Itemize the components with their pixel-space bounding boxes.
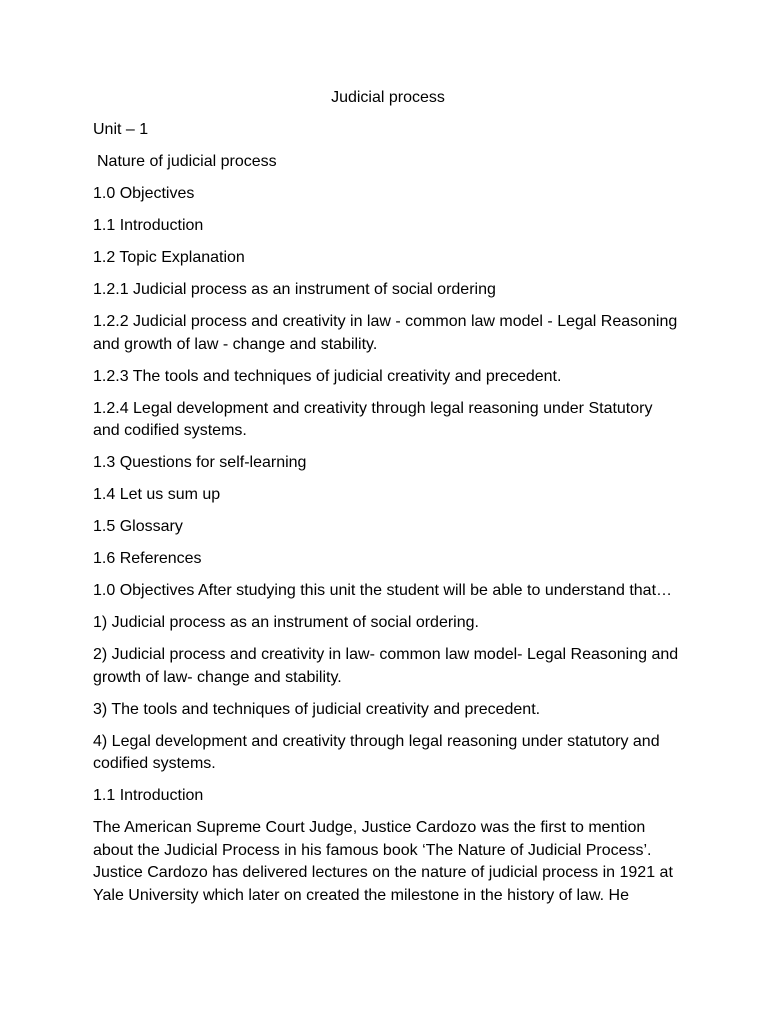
introduction-paragraph: The American Supreme Court Judge, Justice Cardozo was the first to mention about the Judicial Process in his famous book ‘The Nature of Judicial Process’. Justice Cardozo has delivered lectures on the nature of judicial process in 1921 at Yale University which later on created the milestone in the history of law. He bbox=[93, 819, 673, 904]
toc-item-glossary: 1.5 Glossary bbox=[93, 518, 183, 535]
toc-item-introduction: 1.1 Introduction bbox=[93, 217, 204, 234]
toc-item-questions: 1.3 Questions for self-learning bbox=[93, 454, 307, 471]
introduction-heading: 1.1 Introduction bbox=[93, 787, 204, 804]
toc-item-sum-up: 1.4 Let us sum up bbox=[93, 486, 221, 503]
toc-item-1-2-2: 1.2.2 Judicial process and creativity in law - common law model - Legal Reasoning and growth of law - change and stability. bbox=[93, 313, 678, 353]
objective-item-4: 4) Legal development and creativity through legal reasoning under statutory and codified systems. bbox=[93, 732, 660, 772]
document-title: Judicial process bbox=[331, 89, 445, 106]
toc-item-objectives: 1.0 Objectives bbox=[93, 185, 195, 202]
objective-item-2: 2) Judicial process and creativity in law- common law model- Legal Reasoning and growth of law- change and stability. bbox=[93, 646, 679, 686]
objective-item-1: 1) Judicial process as an instrument of social ordering. bbox=[93, 614, 479, 631]
toc-item-1-2-1: 1.2.1 Judicial process as an instrument of social ordering bbox=[93, 281, 496, 298]
toc-item-references: 1.6 References bbox=[93, 550, 202, 567]
objectives-paragraph: 1.0 Objectives After studying this unit the student will be able to understand that… bbox=[93, 582, 673, 599]
document-body bbox=[93, 87, 683, 917]
unit-heading: Unit – 1 bbox=[93, 121, 149, 138]
toc-item-topic-explanation: 1.2 Topic Explanation bbox=[93, 249, 245, 266]
toc-item-1-2-3: 1.2.3 The tools and techniques of judicial creativity and precedent. bbox=[93, 367, 562, 385]
toc-item-1-2-4: 1.2.4 Legal development and creativity through legal reasoning under Statutory and codified systems. bbox=[93, 399, 653, 439]
unit-subtitle: Nature of judicial process bbox=[97, 153, 277, 170]
objective-item-3: 3) The tools and techniques of judicial creativity and precedent. bbox=[93, 700, 541, 718]
